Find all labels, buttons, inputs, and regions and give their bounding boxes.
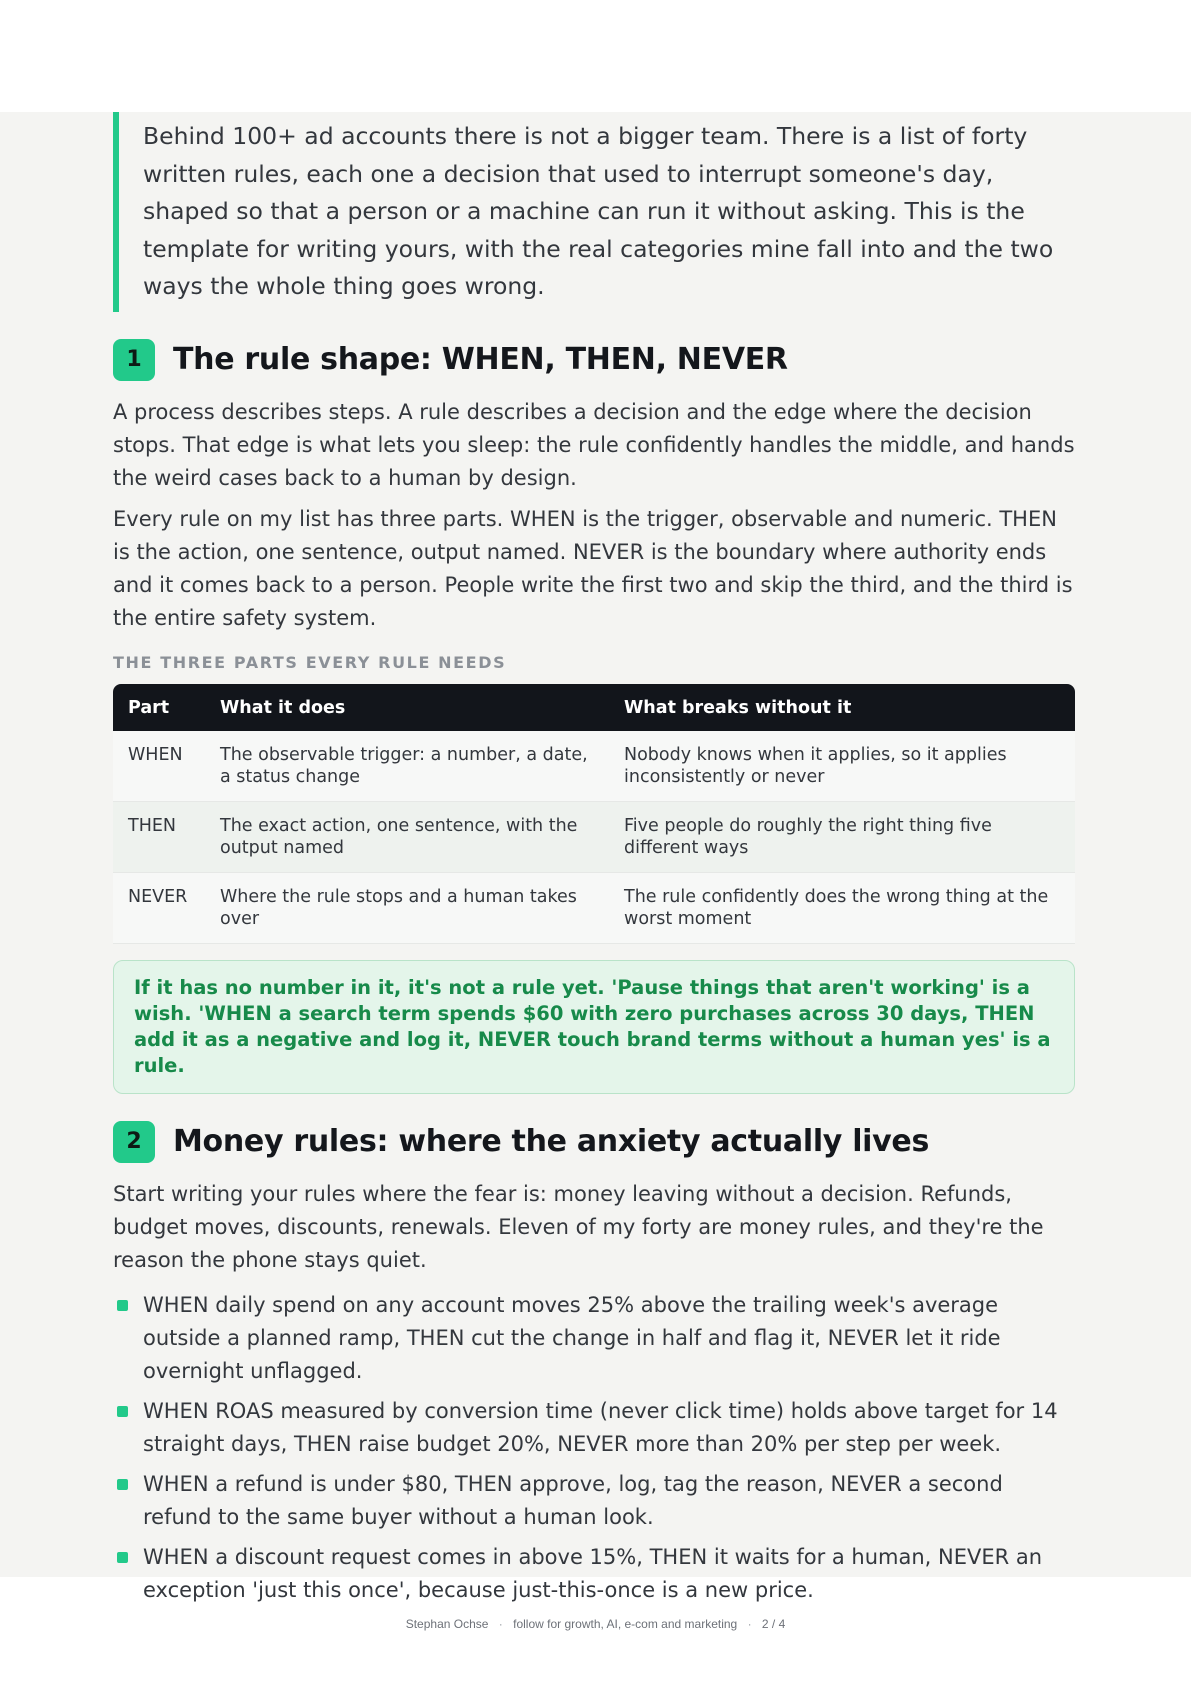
money-rules-list: [113, 1289, 1077, 1607]
list-item: [113, 1289, 1077, 1388]
table-cell: WHEN: [113, 731, 205, 802]
footer-separator: ·: [498, 1617, 503, 1631]
table-cell: The rule confidently does the wrong thing at the worst moment: [609, 873, 1075, 944]
table-cell: THEN: [113, 802, 205, 873]
table-caption: THE THREE PARTS EVERY RULE NEEDS: [113, 652, 507, 672]
footer-tagline: follow for growth, AI, e-com and marketing: [513, 1617, 738, 1631]
footer-author: Stephan Ochse: [405, 1617, 489, 1631]
table-cell: NEVER: [113, 873, 205, 944]
list-item-text: WHEN ROAS measured by conversion time (never click time) holds above target for 14 straight days, THEN raise budget 20%, NEVER more than 20% per step per week.: [143, 1398, 1058, 1456]
table-cell: The exact action, one sentence, with the output named: [205, 802, 609, 873]
table-cell: Nobody knows when it applies, so it applies inconsistently or never: [609, 731, 1075, 802]
section-heading-1: [113, 338, 1077, 382]
section-title: The rule shape: WHEN, THEN, NEVER: [173, 342, 788, 377]
list-item: [113, 1395, 1077, 1461]
paragraph: Every rule on my list has three parts. WHEN is the trigger, observable and numeric. THEN is the action, one sentence, output named. NEVER is the boundary where authority ends and it comes back to a person. People write the first two and skip the third, and the third is the entire safety system.: [113, 506, 1073, 630]
rule-callout: [113, 960, 1075, 1094]
callout-text: If it has no number in it, it's not a rule yet. 'Pause things that aren't working' is a wish. 'WHEN a search term spends $60 with zero purchases across 30 days, THEN add it as a negative and log it, NEVER touch brand terms without a human yes' is a rule.: [134, 975, 1051, 1077]
page-content: [113, 112, 1077, 1614]
bullet-square-icon: [117, 1300, 128, 1311]
column-header-what-it-does: What it does: [205, 684, 609, 731]
section-number-badge: 1: [113, 339, 155, 381]
table-row: [113, 873, 1075, 944]
bullet-square-icon: [117, 1552, 128, 1563]
section-heading-2: [113, 1120, 1077, 1164]
list-item-text: WHEN daily spend on any account moves 25% above the trailing week's average outside a planned ramp, THEN cut the change in half and flag it, NEVER let it ride overnight unflagged.: [143, 1292, 1001, 1383]
section-title: Money rules: where the anxiety actually lives: [173, 1124, 930, 1159]
bullet-square-icon: [117, 1406, 128, 1417]
intro-quote-text: Behind 100+ ad accounts there is not a bigger team. There is a list of forty written rules, each one a decision that used to interrupt someone's day, shaped so that a person or a machine can run it without asking. This is the template for writing yours, with the real categories mine fall into and the two ways the whole thing goes wrong.: [143, 122, 1054, 300]
list-item-text: WHEN a refund is under $80, THEN approve, log, tag the reason, NEVER a second refund to the same buyer without a human look.: [143, 1471, 1003, 1529]
table-cell: The observable trigger: a number, a date, a status change: [205, 731, 609, 802]
list-item: [113, 1468, 1077, 1534]
paragraph: Start writing your rules where the fear is: money leaving without a decision. Refunds, budget moves, discounts, renewals. Eleven of my forty are money rules, and they're the reason the phone stays quiet.: [113, 1181, 1044, 1272]
column-header-part: Part: [113, 684, 205, 731]
section-number-badge: 2: [113, 1121, 155, 1163]
footer-separator: ·: [747, 1617, 752, 1631]
table-cell: Five people do roughly the right thing five different ways: [609, 802, 1075, 873]
table-row: [113, 731, 1075, 802]
table-header-row: [113, 684, 1075, 731]
page-footer: [0, 1617, 1191, 1631]
rule-parts-table: [113, 684, 1075, 944]
paragraph: A process describes steps. A rule describes a decision and the edge where the decision stops. That edge is what lets you sleep: the rule confidently handles the middle, and hands the weird cases back to a human by design.: [113, 399, 1075, 490]
list-item-text: WHEN a discount request comes in above 15%, THEN it waits for a human, NEVER an exception 'just this once', because just-this-once is a new price.: [143, 1544, 1043, 1602]
bullet-square-icon: [117, 1479, 128, 1490]
list-item: [113, 1541, 1077, 1607]
table-cell: Where the rule stops and a human takes over: [205, 873, 609, 944]
intro-quote: [113, 112, 1077, 312]
table-row: [113, 802, 1075, 873]
page-number: 2 / 4: [761, 1617, 786, 1631]
column-header-what-breaks: What breaks without it: [609, 684, 1075, 731]
